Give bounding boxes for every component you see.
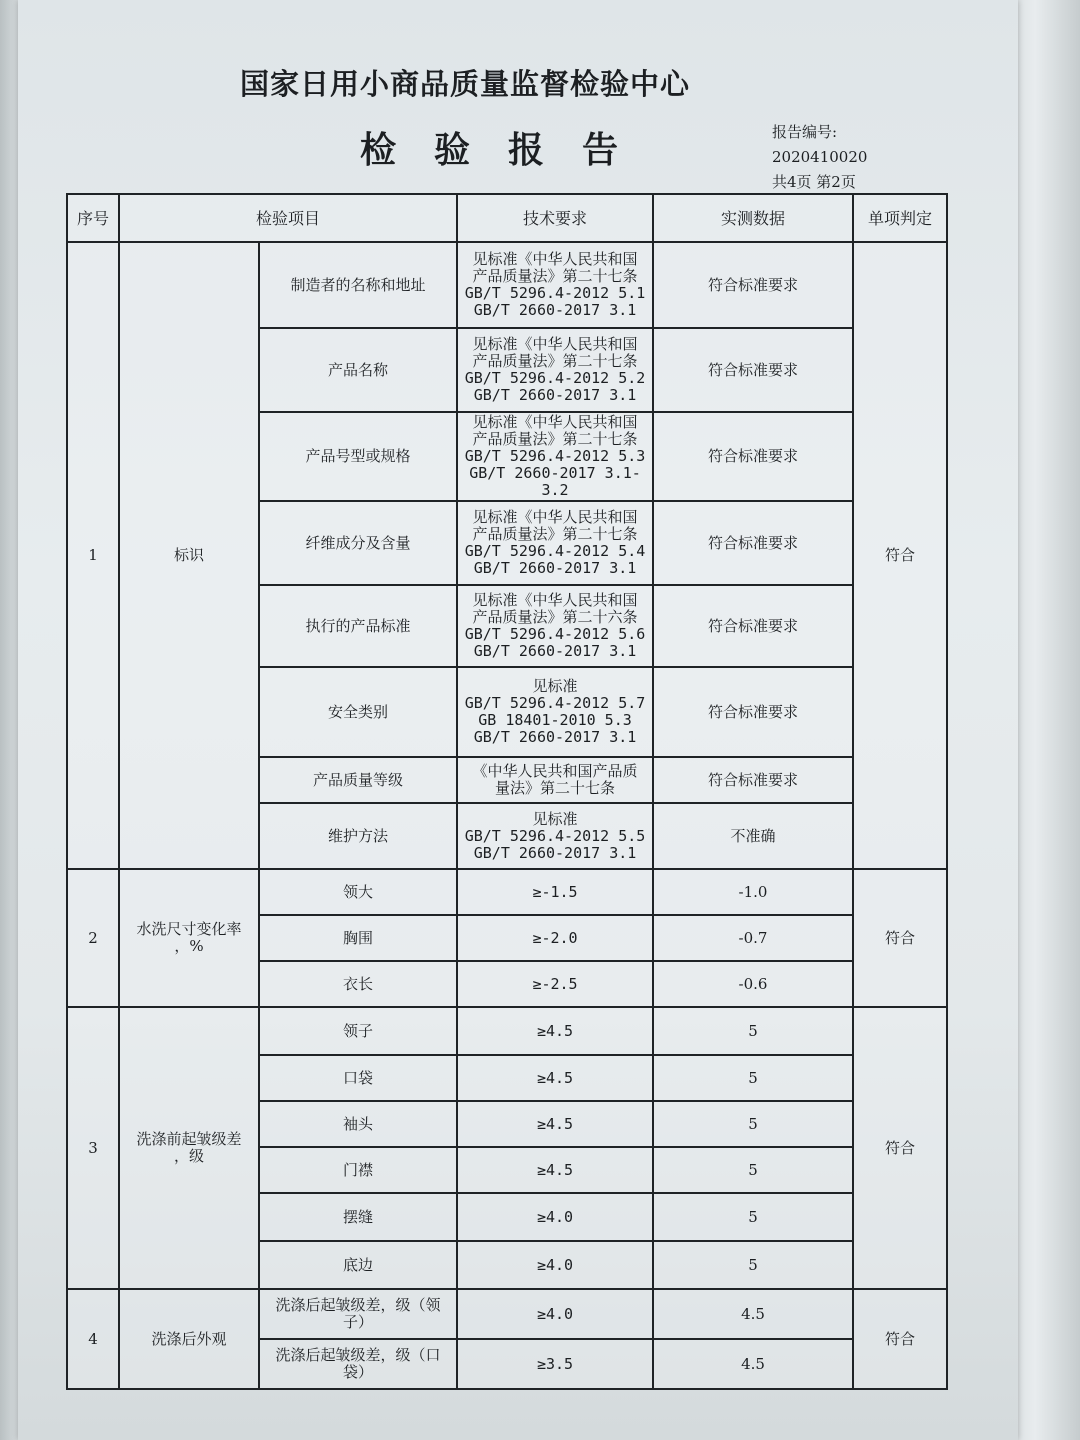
group-name: 标识 — [119, 242, 259, 869]
measured-value: 符合标准要求 — [653, 328, 853, 412]
group-seq: 4 — [67, 1289, 119, 1389]
table-body — [67, 242, 947, 1389]
technical-requirement: 见标准 GB/T 5296.4-2012 5.5 GB/T 2660-2017 3.1 — [457, 803, 653, 869]
technical-requirement: 见标准 GB/T 5296.4-2012 5.7 GB 18401-2010 5.3 GB/T 2660-2017 3.1 — [457, 667, 653, 757]
technical-requirement: ≥4.0 — [457, 1193, 653, 1241]
sub-item: 产品号型或规格 — [259, 412, 457, 501]
group-name: 水洗尺寸变化率 ，% — [119, 869, 259, 1007]
measured-value: 5 — [653, 1101, 853, 1147]
group-name: 洗涤后外观 — [119, 1289, 259, 1389]
sub-item: 领子 — [259, 1007, 457, 1055]
table-row — [67, 1007, 947, 1055]
technical-requirement: ≥4.5 — [457, 1101, 653, 1147]
sub-item: 胸围 — [259, 915, 457, 961]
sub-item: 制造者的名称和地址 — [259, 242, 457, 328]
technical-requirement: ≥4.0 — [457, 1289, 653, 1339]
report-number-label: 报告编号: — [772, 123, 838, 141]
technical-requirement: ≥4.0 — [457, 1241, 653, 1289]
group-verdict: 符合 — [853, 242, 947, 869]
measured-value: 符合标准要求 — [653, 501, 853, 585]
table-row — [67, 869, 947, 915]
table-header-row — [67, 194, 947, 242]
measured-value: 5 — [653, 1007, 853, 1055]
table-row — [67, 1289, 947, 1339]
measured-value: 符合标准要求 — [653, 757, 853, 803]
sub-item: 安全类别 — [259, 667, 457, 757]
technical-requirement: ≥4.5 — [457, 1147, 653, 1193]
header-requirement: 技术要求 — [457, 194, 653, 242]
header-item: 检验项目 — [119, 194, 457, 242]
measured-value: -0.6 — [653, 961, 853, 1007]
report-title: 检验报告 — [360, 129, 657, 171]
group-verdict: 符合 — [853, 1007, 947, 1289]
measured-value: 4.5 — [653, 1289, 853, 1339]
sub-item: 口袋 — [259, 1055, 457, 1101]
group-verdict: 符合 — [853, 1289, 947, 1389]
technical-requirement: 见标准《中华人民共和国 产品质量法》第二十七条 GB/T 5296.4-2012 5.2 GB/T 2660-2017 3.1 — [457, 328, 653, 412]
technical-requirement: ≥-2.0 — [457, 915, 653, 961]
sub-item: 维护方法 — [259, 803, 457, 869]
header-seq: 序号 — [67, 194, 119, 242]
technical-requirement: 见标准《中华人民共和国 产品质量法》第二十六条 GB/T 5296.4-2012 5.6 GB/T 2660-2017 3.1 — [457, 585, 653, 667]
sub-item: 领大 — [259, 869, 457, 915]
technical-requirement: ≥-1.5 — [457, 869, 653, 915]
table-row — [67, 242, 947, 328]
technical-requirement: 见标准《中华人民共和国 产品质量法》第二十七条 GB/T 5296.4-2012 5.4 GB/T 2660-2017 3.1 — [457, 501, 653, 585]
sub-item: 产品名称 — [259, 328, 457, 412]
technical-requirement: 见标准《中华人民共和国 产品质量法》第二十七条 GB/T 5296.4-2012 5.3 GB/T 2660-2017 3.1-3.2 — [457, 412, 653, 501]
sub-item: 摆缝 — [259, 1193, 457, 1241]
sub-item: 洗涤后起皱级差，级（口 袋） — [259, 1339, 457, 1389]
header-measured: 实测数据 — [653, 194, 853, 242]
sub-item: 纤维成分及含量 — [259, 501, 457, 585]
technical-requirement: 《中华人民共和国产品质 量法》第二十七条 — [457, 757, 653, 803]
technical-requirement: ≥4.5 — [457, 1007, 653, 1055]
measured-value: 5 — [653, 1193, 853, 1241]
measured-value: -1.0 — [653, 869, 853, 915]
measured-value: 5 — [653, 1241, 853, 1289]
sub-item: 衣长 — [259, 961, 457, 1007]
measured-value: -0.7 — [653, 915, 853, 961]
sub-item: 产品质量等级 — [259, 757, 457, 803]
measured-value: 符合标准要求 — [653, 667, 853, 757]
sub-item: 袖头 — [259, 1101, 457, 1147]
measured-value: 5 — [653, 1147, 853, 1193]
header-verdict: 单项判定 — [853, 194, 947, 242]
technical-requirement: 见标准《中华人民共和国 产品质量法》第二十七条 GB/T 5296.4-2012 5.1 GB/T 2660-2017 3.1 — [457, 242, 653, 328]
sub-item: 洗涤后起皱级差，级（领 子） — [259, 1289, 457, 1339]
organization-title: 国家日用小商品质量监督检验中心 — [240, 67, 691, 101]
report-number: 2020410020 — [772, 148, 868, 166]
group-seq: 1 — [67, 242, 119, 869]
measured-value: 5 — [653, 1055, 853, 1101]
group-seq: 3 — [67, 1007, 119, 1289]
measured-value: 符合标准要求 — [653, 412, 853, 501]
page-info: 共4页 第2页 — [772, 173, 856, 191]
measured-value: 4.5 — [653, 1339, 853, 1389]
technical-requirement: ≥-2.5 — [457, 961, 653, 1007]
technical-requirement: ≥3.5 — [457, 1339, 653, 1389]
report-meta — [772, 120, 867, 195]
group-name: 洗涤前起皱级差 ，级 — [119, 1007, 259, 1289]
report-header — [0, 0, 1080, 200]
group-seq: 2 — [67, 869, 119, 1007]
group-verdict: 符合 — [853, 869, 947, 1007]
measured-value: 符合标准要求 — [653, 585, 853, 667]
sub-item: 执行的产品标准 — [259, 585, 457, 667]
inspection-table — [66, 193, 948, 1390]
sub-item: 底边 — [259, 1241, 457, 1289]
measured-value: 不准确 — [653, 803, 853, 869]
measured-value: 符合标准要求 — [653, 242, 853, 328]
sub-item: 门襟 — [259, 1147, 457, 1193]
technical-requirement: ≥4.5 — [457, 1055, 653, 1101]
